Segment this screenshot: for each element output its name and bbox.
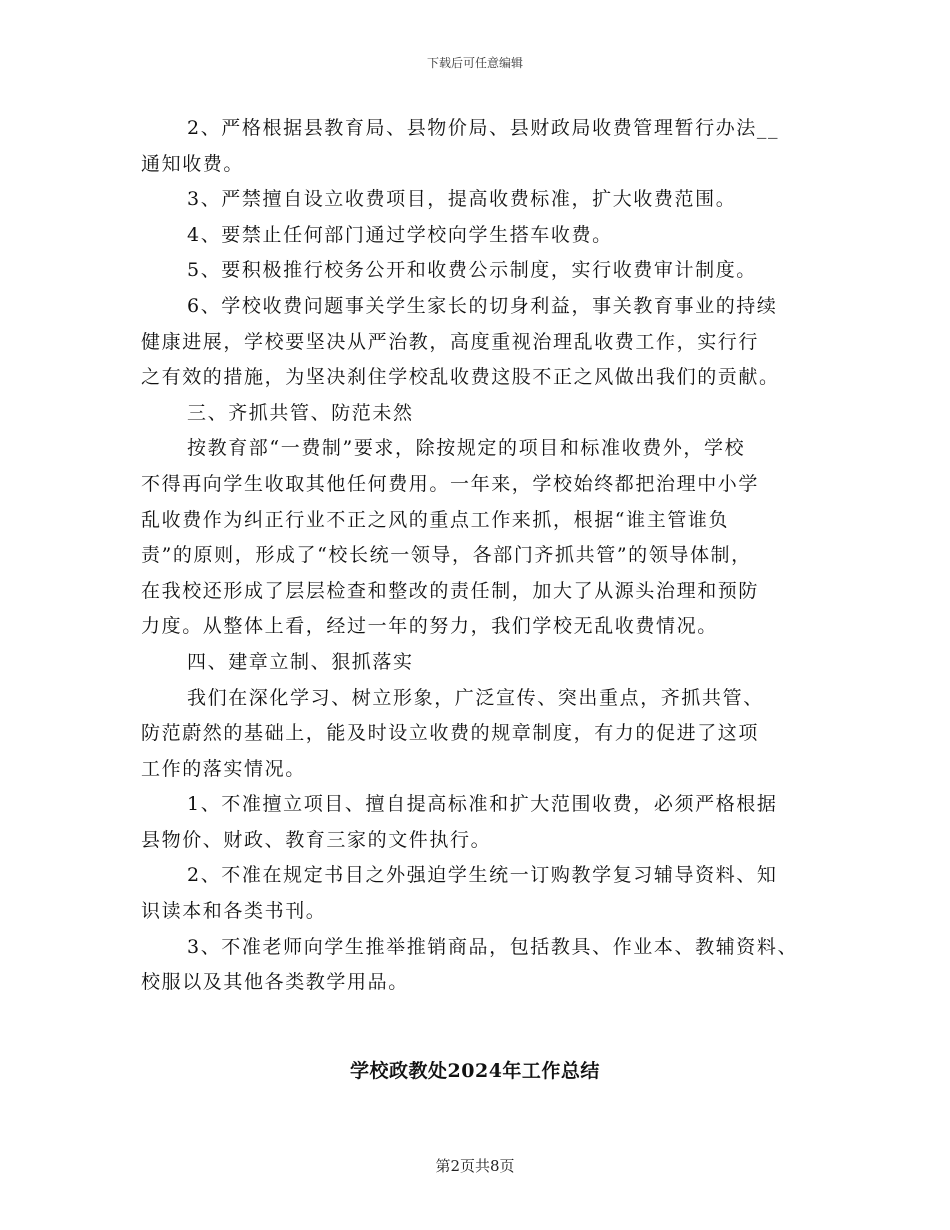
paragraph-line: 通知收费。	[141, 152, 245, 175]
paragraph-line: 工作的落实情况。	[141, 757, 306, 780]
paragraph-line: 我们在深化学习、树立形象，广泛宣传、突出重点，齐抓共管、	[187, 686, 764, 709]
paragraph-line: 2、不准在规定书目之外强迫学生统一订购教学复习辅导资料、知	[187, 864, 778, 887]
document-body	[141, 111, 831, 1001]
paragraph-line: 在我校还形成了层层检查和整改的责任制，加大了从源头治理和预防	[141, 579, 760, 602]
section-heading: 四、建章立制、狠抓落实	[187, 650, 414, 673]
paragraph-line: 县物价、财政、教育三家的文件执行。	[141, 828, 492, 851]
paragraph-line: 健康进展，学校要坚决从严治教，高度重视治理乱收费工作，实行行	[141, 330, 760, 353]
paragraph-line: 责”的原则，形成了“校长统一领导，各部门齐抓共管”的领导体制，	[141, 544, 752, 567]
section-heading: 三、齐抓共管、防范未然	[187, 401, 414, 424]
document-title: 学校政教处2024年工作总结	[350, 1060, 600, 1082]
paragraph-line: 不得再向学生收取其他任何费用。一年来，学校始终都把治理中小学	[141, 472, 760, 495]
paragraph-line: 1、不准擅立项目、擅自提高标准和扩大范围收费，必须严格根据	[187, 793, 778, 816]
page-footer: 第2页共8页	[435, 1157, 515, 1175]
paragraph-line: 识读本和各类书刊。	[141, 900, 327, 923]
paragraph-line: 2、严格根据县教育局、县物价局、县财政局收费管理暂行办法__	[187, 117, 780, 139]
paragraph-line: 防范蔚然的基础上，能及时设立收费的规章制度，有力的促进了这项	[141, 722, 760, 745]
paragraph-line: 5、要积极推行校务公开和收费公示制度，实行收费审计制度。	[187, 259, 757, 282]
paragraph-line: 之有效的措施，为坚决刹住学校乱收费这股不正之风做出我们的贡献。	[141, 366, 780, 389]
paragraph-line: 6、学校收费问题事关学生家长的切身利益，事关教育事业的持续	[187, 294, 778, 317]
paragraph-line: 按教育部“一费制”要求，除按规定的项目和标准收费外，学校	[187, 437, 746, 460]
paragraph-line: 力度。从整体上看，经过一年的努力，我们学校无乱收费情况。	[141, 615, 718, 638]
paragraph-line: 3、严禁擅自设立收费项目，提高收费标准，扩大收费范围。	[187, 188, 737, 211]
page-header: 下载后可任意编辑	[426, 56, 523, 70]
paragraph-line: 校服以及其他各类教学用品。	[141, 971, 409, 994]
paragraph-line: 4、要禁止任何部门通过学校向学生搭车收费。	[187, 223, 613, 246]
paragraph-line: 3、不准老师向学生推举推销商品，包括教具、作业本、教辅资料、	[187, 935, 799, 958]
paragraph-line: 乱收费作为纠正行业不正之风的重点工作来抓，根据“谁主管谁负	[141, 508, 730, 531]
